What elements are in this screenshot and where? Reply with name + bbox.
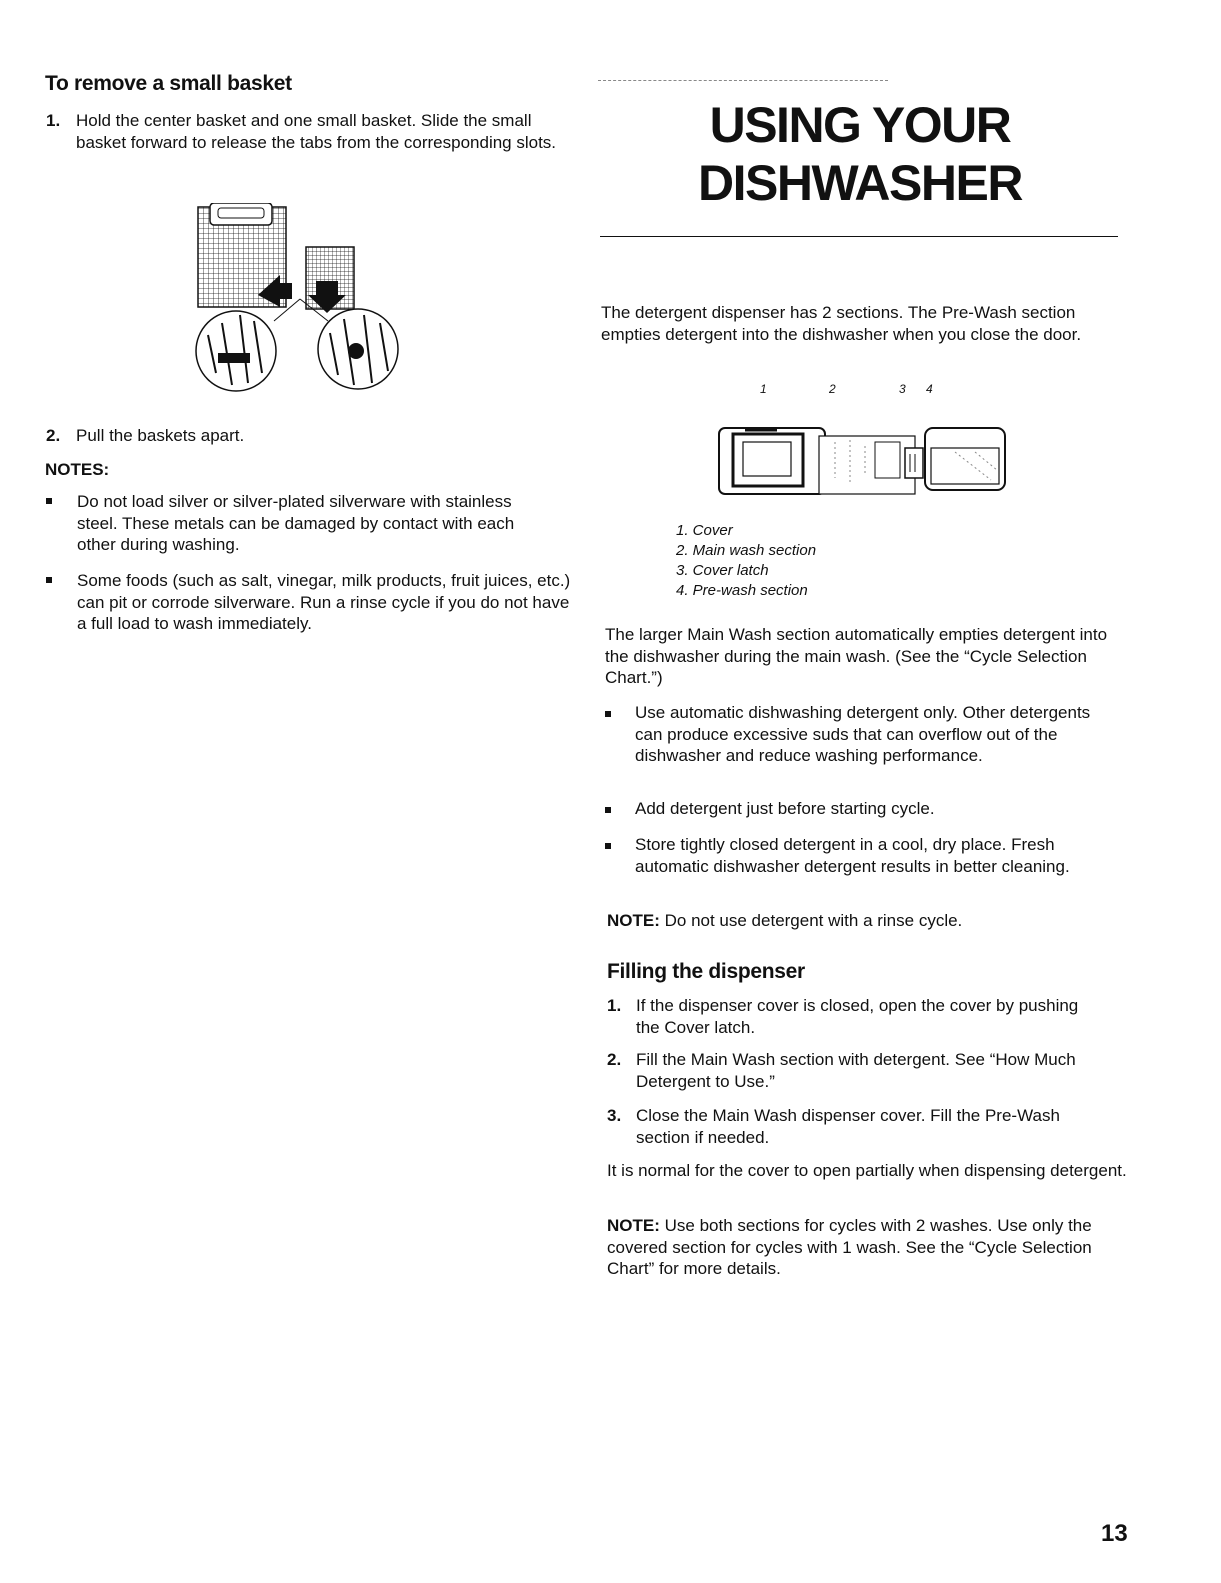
- title-rule: [600, 236, 1118, 237]
- note-label: NOTE:: [607, 1216, 660, 1235]
- step-text: Hold the center basket and one small basket. Slide the small basket forward to release the tabs from the corresponding slots.: [76, 111, 557, 152]
- basket-illustration: [188, 203, 403, 395]
- section-heading-remove-basket: To remove a small basket: [45, 72, 292, 95]
- bullet-icon: [605, 843, 611, 849]
- bullet-icon: [605, 711, 611, 717]
- detergent-dispenser-diagram: [715, 418, 1015, 500]
- callout-number: 4: [926, 382, 933, 396]
- caption-item: 3. Cover latch: [676, 562, 769, 579]
- bullet-icon: [605, 807, 611, 813]
- step-number: 2.: [607, 1050, 622, 1069]
- page-number: 13: [1101, 1520, 1128, 1547]
- intro-paragraph: The detergent dispenser has 2 sections. The Pre-Wash section empties detergent into the dishwasher when you close the door.: [601, 303, 1082, 344]
- normal-cover-paragraph: It is normal for the cover to open partially when dispensing detergent.: [607, 1161, 1127, 1180]
- callout-number: 2: [829, 382, 836, 396]
- note-text: Do not use detergent with a rinse cycle.: [659, 911, 963, 930]
- caption-item: 1. Cover: [676, 522, 733, 539]
- note-item: Do not load silver or silver-plated silverware with stainless steel. These metals can be damaged by contact with each other during washing.: [77, 492, 515, 554]
- note-rinse: [607, 910, 962, 932]
- note-label: NOTE:: [607, 911, 660, 930]
- bullet-icon: [46, 498, 52, 504]
- detergent-tip: Use automatic dishwashing detergent only. Other detergents can produce excessive suds that can overflow out of the dishwasher and reduce washing performance.: [635, 703, 1091, 765]
- step-number: 1.: [46, 111, 61, 130]
- dispenser-illustration: [715, 418, 1015, 500]
- step-text: Fill the Main Wash section with detergent. See “How Much Detergent to Use.”: [636, 1050, 1076, 1091]
- top-rule: [598, 80, 888, 81]
- callout-number: 1: [760, 382, 767, 396]
- page-title: [600, 96, 1120, 212]
- notes-label: NOTES:: [45, 460, 110, 479]
- section-heading-filling: Filling the dispenser: [607, 960, 805, 983]
- step-text: If the dispenser cover is closed, open the cover by pushing the Cover latch.: [636, 996, 1079, 1037]
- detergent-tip: Store tightly closed detergent in a cool, dry place. Fresh automatic dishwasher detergent results in better cleaning.: [635, 835, 1070, 876]
- note-text: Use both sections for cycles with 2 washes. Use only the covered section for cycles with 1 wash. See the “Cycle Selection Chart” for more details.: [607, 1216, 1092, 1278]
- detergent-tip: Add detergent just before starting cycle.: [635, 799, 935, 818]
- figure-captions: [676, 521, 816, 601]
- step-text: Pull the baskets apart.: [76, 426, 245, 445]
- callout-number: 3: [899, 382, 906, 396]
- note-item: Some foods (such as salt, vinegar, milk products, fruit juices, etc.) can pit or corrode silverware. Run a rinse cycle if you do not have a full load to wash immediately.: [77, 571, 571, 633]
- caption-item: 2. Main wash section: [676, 542, 817, 559]
- basket-removal-diagram: [188, 203, 403, 395]
- step-number: 2.: [46, 426, 61, 445]
- step-text: Close the Main Wash dispenser cover. Fill the Pre-Wash section if needed.: [636, 1106, 1060, 1147]
- bullet-icon: [46, 577, 52, 583]
- note-washes: [607, 1215, 1117, 1280]
- step-number: 1.: [607, 996, 622, 1015]
- title-line-1: USING YOUR: [709, 97, 1011, 153]
- caption-item: 4. Pre-wash section: [676, 582, 808, 599]
- step-number: 3.: [607, 1106, 622, 1125]
- main-wash-paragraph: The larger Main Wash section automatically empties detergent into the dishwasher during the main wash. (See the “Cycle Selection Chart.”): [605, 625, 1108, 687]
- title-line-2: DISHWASHER: [698, 155, 1022, 211]
